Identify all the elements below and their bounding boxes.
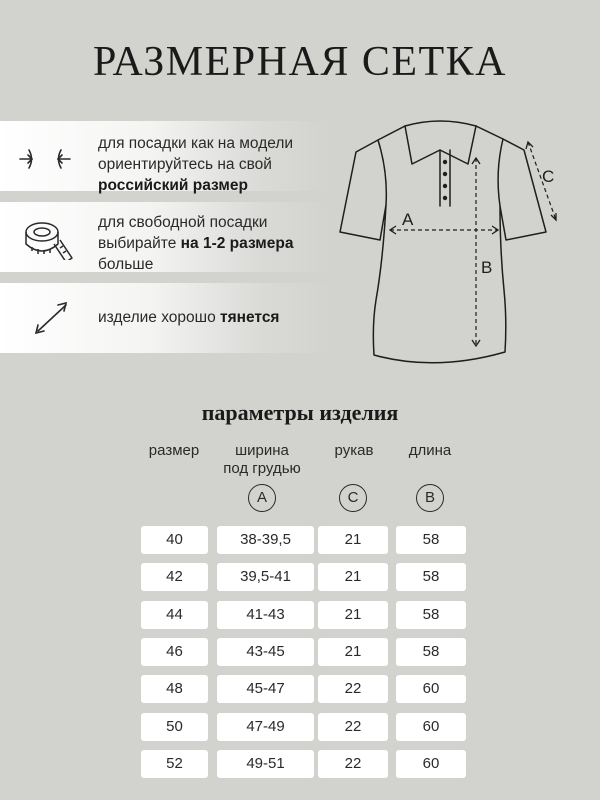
marker-circle-c: C [339,484,367,512]
button-placket [443,160,447,200]
cell-length: 60 [396,713,466,741]
cell-width: 41-43 [217,601,314,629]
tip-stretch-text [98,307,279,328]
tip-stretch-bold: тянется [220,309,280,326]
cell-width: 43-45 [217,638,314,666]
page-title: РАЗМЕРНАЯ СЕТКА [92,39,507,85]
cell-sleeve: 21 [318,638,388,666]
measuring-tape-icon [16,214,74,260]
cell-width: 47-49 [217,713,314,741]
column-header-length [394,442,466,460]
cell-size: 46 [141,638,208,666]
cell-size: 52 [141,750,208,778]
tip-fit-line1: для посадки как на модели [98,135,294,152]
cell-sleeve: 21 [318,526,388,554]
column-header-label: ширина [235,442,289,459]
tip-loose-line3: больше [98,256,154,273]
cell-width: 49-51 [217,750,314,778]
marker-circle-b: B [416,484,444,512]
tip-loose-bold: на 1-2 размера [180,235,294,252]
label-b: B [481,258,493,277]
cell-size: 50 [141,713,208,741]
cell-sleeve: 21 [318,563,388,591]
tip-fit-line2: ориентируйтесь на свой [98,156,272,173]
shirt-diagram [325,110,600,370]
cell-length: 58 [396,601,466,629]
cell-sleeve: 22 [318,750,388,778]
cell-sleeve: 21 [318,601,388,629]
column-header-label: размер [148,442,200,459]
cell-length: 58 [396,638,466,666]
cell-width: 45-47 [217,675,314,703]
column-header-label: рукав [334,442,374,459]
stretch-arrow-icon [16,295,74,341]
table-subtitle: параметры изделия [201,400,399,425]
marker-circle-a: A [248,484,276,512]
column-header-sleeve [318,442,390,460]
tip-fit-text [98,133,293,196]
cell-sleeve: 22 [318,675,388,703]
cell-size: 40 [141,526,208,554]
label-a: A [402,210,414,229]
cell-size: 42 [141,563,208,591]
cell-width: 39,5-41 [217,563,314,591]
cell-size: 48 [141,675,208,703]
tip-fit [0,121,330,194]
column-header-size [139,442,209,460]
tip-loose-line2: выбирайте [98,235,181,252]
label-c: C [542,167,555,186]
tip-loose-text [98,212,293,275]
tip-loose [0,202,330,272]
cell-length: 58 [396,526,466,554]
fit-arrows-icon [16,133,74,179]
column-header-label: длина [408,442,452,459]
tip-stretch-pre: изделие хорошо [98,309,221,326]
tip-stretch [0,283,330,353]
column-header-width [212,442,312,478]
cell-size: 44 [141,601,208,629]
cell-length: 58 [396,563,466,591]
cell-sleeve: 22 [318,713,388,741]
cell-length: 60 [396,750,466,778]
column-header-sublabel: под грудью [223,460,301,477]
cell-width: 38-39,5 [217,526,314,554]
tip-fit-bold: российский размер [98,177,248,194]
tip-loose-line1: для свободной посадки [98,214,268,231]
cell-length: 60 [396,675,466,703]
